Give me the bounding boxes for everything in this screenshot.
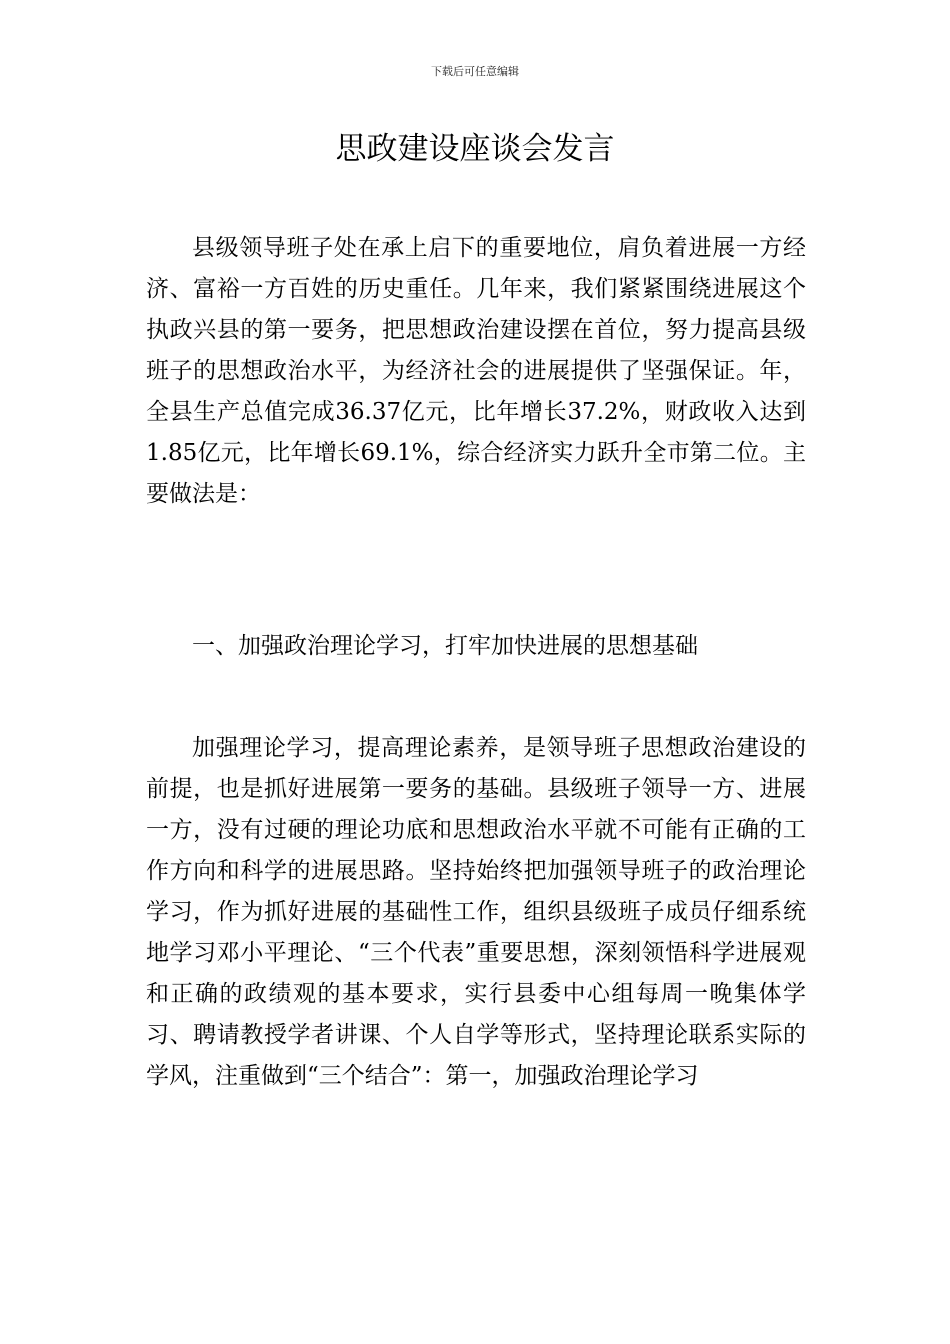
section-paragraph: 加强理论学习，提高理论素养，是领导班子思想政治建设的前提，也是抓好进展第一要务的基础。县级班子领导一方、进展一方，没有过硬的理论功底和思想政治水平就不可能有正确的工作方向和科学的进展思路。坚持始终把加强领导班子的政治理论学习，作为抓好进展的基础性工作，组织县级班子成员仔细系统地学习邓小平理论、“三个代表”重要思想，深刻领悟科学进展观和正确的政绩观的基本要求，实行县委中心组每周一晚集体学习、聘请教授学者讲课、个人自学等形式，坚持理论联系实际的学风，注重做到“三个结合”：第一，加强政治理论学习 bbox=[146, 735, 806, 1089]
intro-paragraph: 县级领导班子处在承上启下的重要地位，肩负着进展一方经济、富裕一方百姓的历史重任。几年来，我们紧紧围绕进展这个执政兴县的第一要务，把思想政治建设摆在首位，努力提高县级班子的思想政治水平，为经济社会的进展提供了坚强保证。年，全县生产总值完成36.37亿元，比年增长37.2%，财政收入达到1.85亿元，比年增长69.1%，综合经济实力跃升全市第二位。主要做法是： bbox=[146, 235, 806, 507]
section-heading: 一、加强政治理论学习，打牢加快进展的思想基础 bbox=[192, 633, 698, 659]
page-header-note: 下载后可任意编辑 bbox=[431, 65, 519, 78]
document-title: 思政建设座谈会发言 bbox=[335, 131, 615, 167]
